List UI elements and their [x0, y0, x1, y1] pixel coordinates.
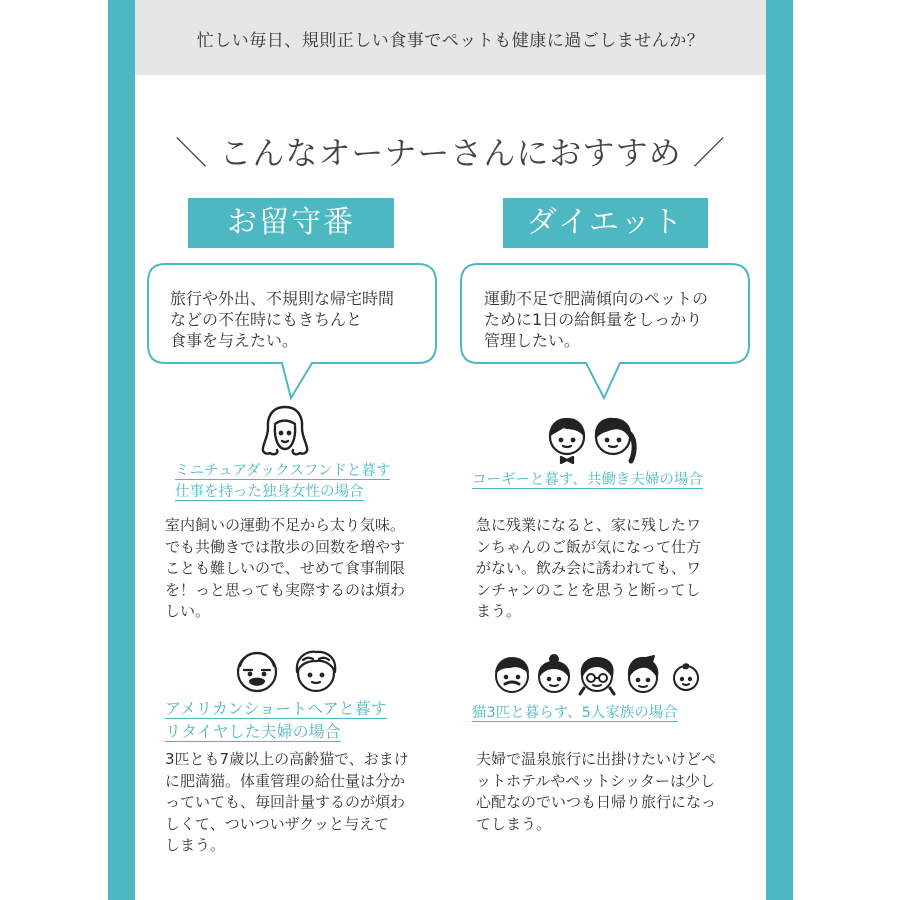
case-caption-2 — [165, 697, 387, 743]
bubble-line: 旅行や外出、不規則な帰宅時間 — [170, 289, 395, 308]
case-description-3 — [476, 515, 701, 623]
tag-orusuban: お留守番 — [188, 198, 394, 248]
mother-icon — [539, 655, 569, 692]
bubble-line: 食事を与えたい。 — [170, 331, 299, 350]
top-banner — [135, 0, 766, 75]
desc-line: 3匹とも7歳以上の高齢猫で、おまけ — [165, 750, 409, 768]
desc-line: 心配なのでいつも日帰り旅行になっ — [476, 793, 717, 811]
man-bowtie-icon — [550, 419, 584, 463]
caption-line: コーギーと暮す、共働き夫婦の場合 — [472, 472, 703, 488]
desc-line: を！っと思っても実際するのは煩わ — [165, 580, 406, 599]
desc-line: てしまう。 — [476, 814, 552, 833]
desc-line: ンチャンのことを思うと断ってし — [476, 580, 701, 599]
family-of-five-icons — [494, 654, 706, 698]
bubble-line: などの不在時にもきちんと — [170, 310, 363, 329]
desc-line: でも共働きでは散歩の回数を増やす — [165, 537, 406, 556]
working-couple-icons — [545, 415, 645, 467]
case-description-1 — [165, 515, 405, 623]
case-description-2 — [165, 749, 409, 857]
desc-line: しまう。 — [165, 836, 226, 854]
case-caption-3 — [472, 470, 703, 491]
desc-line: しい。 — [165, 602, 211, 620]
case-caption-1 — [175, 461, 390, 503]
elderly-couple-icons — [233, 648, 343, 696]
woman-ponytail-icon — [596, 419, 634, 461]
right-accent-bar — [766, 0, 793, 900]
caption-line: リタイヤした夫婦の場合 — [165, 722, 341, 741]
caption-line: アメリカンショートヘアと暮す — [165, 699, 387, 718]
desc-line: 夫婦で温泉旅行に出掛けたいけどペ — [476, 750, 717, 768]
section-heading: ＼ こんなオーナーさんにおすすめ ／ — [175, 134, 726, 172]
desc-line: っていても、毎回計量するのが煩わ — [165, 793, 406, 811]
bubble-line: ために1日の給餌量をしっかり — [484, 310, 703, 329]
desc-line: しくて、ついついザクッと与えて — [165, 814, 390, 833]
woman-long-hair-icon — [258, 404, 312, 458]
desc-line: ンちゃんのご飯が気になって仕方 — [476, 537, 702, 556]
case-description-4 — [476, 749, 716, 835]
baby-icon — [674, 664, 698, 690]
left-accent-bar — [108, 0, 135, 900]
desc-line: がない。飲み会に誘われても、ワ — [476, 559, 702, 577]
caption-line: 猫3匹と暮らす、5人家族の場合 — [472, 705, 678, 721]
tag-diet: ダイエット — [503, 198, 708, 248]
desc-line: に肥満猫。体重管理の給仕量は分か — [165, 771, 406, 790]
caption-line: ミニチュアダックスフンドと暮す — [175, 463, 391, 479]
case-caption-4 — [472, 703, 678, 724]
desc-line: まう。 — [476, 602, 522, 620]
speech-bubble-orusuban — [145, 262, 440, 402]
speech-bubble-diet — [458, 262, 753, 402]
grandmother-glasses-icon — [580, 658, 614, 694]
desc-line: ことも難しいので、せめて食事制限 — [165, 559, 405, 577]
top-banner-text: 忙しい毎日、規則正しい食事でペットも健康に過ごしませんか？ — [196, 31, 705, 51]
desc-line: 室内飼いの運動不足から太り気味。 — [165, 516, 406, 534]
father-icon — [496, 658, 528, 692]
desc-line: 急に残業になると、家に残したワ — [476, 516, 702, 534]
elderly-man-icon — [238, 653, 276, 691]
bubble-line: 管理したい。 — [484, 331, 581, 350]
desc-line: ットホテルやペットシッターは少し — [476, 771, 715, 790]
caption-line: 仕事を持った独身女性の場合 — [175, 484, 364, 500]
bubble-line: 運動不足で肥満傾向のペットの — [484, 289, 709, 308]
boy-icon — [629, 656, 657, 692]
elderly-woman-icon — [297, 652, 335, 691]
